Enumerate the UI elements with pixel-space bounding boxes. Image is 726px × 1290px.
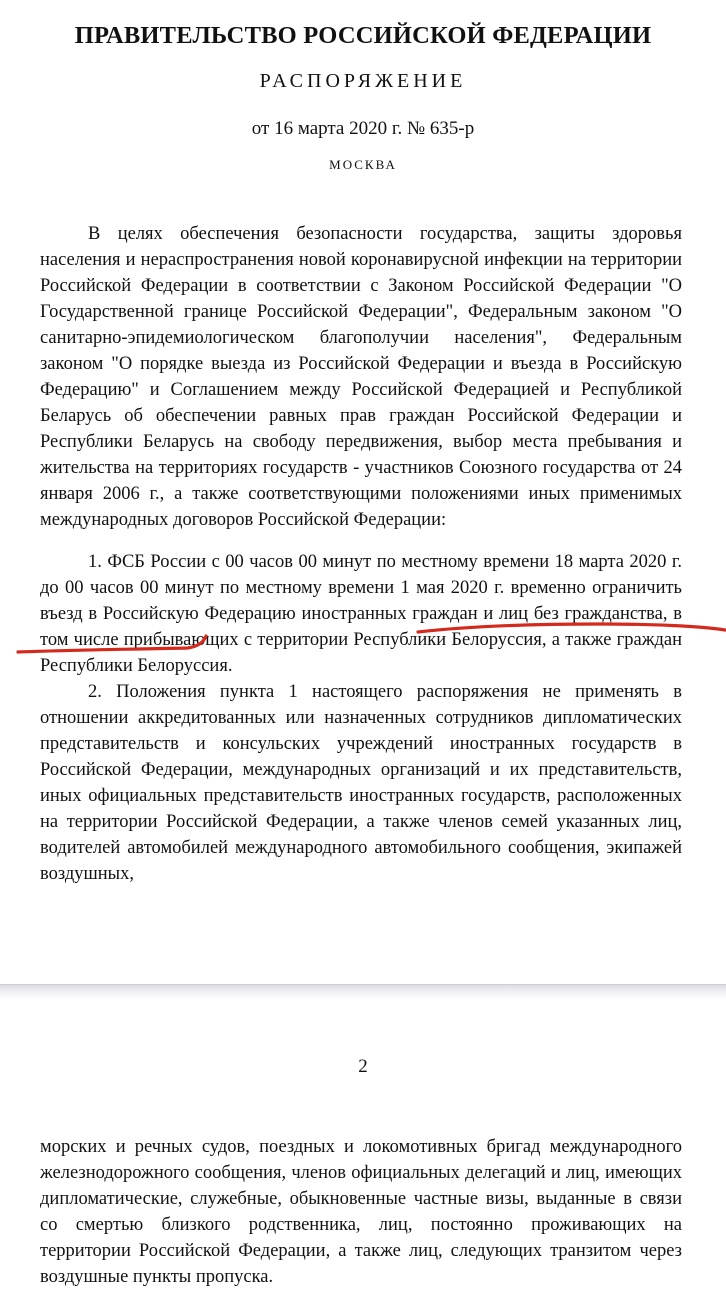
item-1-paragraph: 1. ФСБ России с 00 часов 00 минут по местному времени 18 марта 2020 г. до 00 часов 00 минут по местному времени 1 мая 2020 г. временно ограничить въезд в Российскую Федерацию иностранных граждан и лиц без гражданства, в том числе прибывающих с территории Республики Белоруссия, а также граждан Республики Белоруссия. — [40, 552, 682, 676]
page-number: 2 — [358, 1056, 368, 1077]
page-separator — [0, 984, 726, 1001]
document-title: ПРАВИТЕЛЬСТВО РОССИЙСКОЙ ФЕДЕРАЦИИ — [74, 22, 652, 49]
continuation-paragraph: морских и речных судов, поездных и локомотивных бригад международного железнодорожного сообщения, членов официальных делегаций и лиц, имеющих дипломатические, служебные, обыкновенные частные визы, выданные в связи со смертью близкого родственника, лиц, постоянно проживающих на территории Российской Федерации, а также лиц, следующих транзитом через воздушные пункты пропуска. — [40, 1137, 682, 1287]
preamble-paragraph: В целях обеспечения безопасности государства, защиты здоровья населения и нераспространения новой коронавирусной инфекции на территории Российской Федерации в соответствии с Законом Российской Федерации "О Государственной границе Российской Федерации", Федеральным законом "О санитарно-эпидемиологическом благополучии населения", Федеральным законом "О порядке выезда из Российской Федерации и въезда в Российскую Федерацию" и Соглашением между Российской Федерацией и Республикой Беларусь об обеспечении равных прав граждан Российской Федерации и Республики Беларусь на свободу передвижения, выбор места пребывания и жительства на территориях государств - участников Союзного государства от 24 января 2006 г., а также соответствующими положениями иных применимых международных договоров Российской Федерации: — [40, 224, 682, 530]
document-city: МОСКВА — [329, 157, 397, 172]
document-date-number: от 16 марта 2020 г. № 635-р — [251, 118, 475, 139]
document-type: РАСПОРЯЖЕНИЕ — [259, 70, 467, 92]
item-2-paragraph: 2. Положения пункта 1 настоящего распоряжения не применять в отношении аккредитованных или назначенных сотрудников дипломатических представительств и консульских учреждений иностранных государств в Российской Федерации, международных организаций и их представительств, иных официальных представительств иностранных государств, расположенных на территории Российской Федерации, а также членов семей указанных лиц, водителей автомобилей международного автомобильного сообщения, экипажей воздушных, — [40, 682, 682, 884]
